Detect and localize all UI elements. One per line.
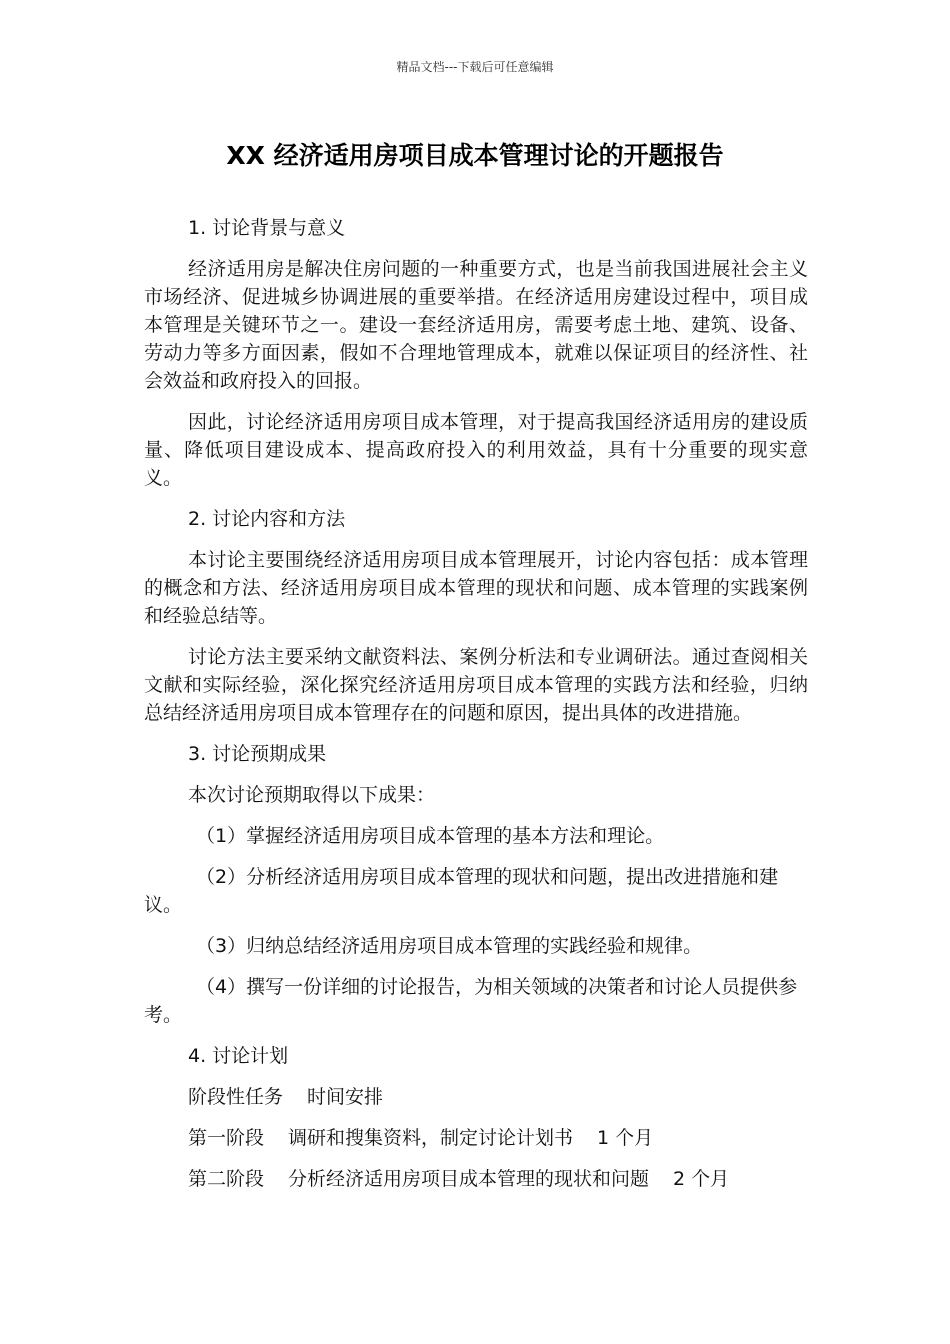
plan-stage: 第一阶段 [188,1127,265,1149]
section-heading: 4. 讨论计划 [188,1045,289,1067]
paragraph: 因此，讨论经济适用房项目成本管理，对于提高我国经济适用房的建设质量、降低项目建设成本、提高政府投入的利用效益，具有十分重要的现实意义。 [144,411,808,489]
page-header-watermark: 精品文档---下载后可任意编辑 [396,60,554,74]
plan-stage: 第二阶段 [188,1168,265,1190]
plan-header-time: 时间安排 [307,1086,384,1108]
list-item: （4）撰写一份详细的讨论报告，为相关领域的决策者和讨论人员提供参考。 [144,976,798,1026]
section-expected-results [144,740,808,1029]
paragraph: 本次讨论预期取得以下成果： [188,784,436,806]
plan-duration: 2 个月 [673,1168,730,1190]
section-background [144,214,808,492]
plan-table-header [188,1083,808,1111]
paragraph: 经济适用房是解决住房问题的一种重要方式，也是当前我国进展社会主义市场经济、促进城乡协调进展的重要举措。在经济适用房建设过程中，项目成本管理是关键环节之一。建设一套经济适用房，需要考虑土地、建筑、设备、劳动力等多方面因素，假如不合理地管理成本，就难以保证项目的经济性、社会效益和政府投入的回报。 [144,258,808,392]
paragraph: 本讨论主要围绕经济适用房项目成本管理展开，讨论内容包括：成本管理的概念和方法、经济适用房项目成本管理的现状和问题、成本管理的实践案例和经验总结等。 [144,549,808,627]
paragraph: 讨论方法主要采纳文献资料法、案例分析法和专业调研法。通过查阅相关文献和实际经验，深化探究经济适用房项目成本管理的实践方法和经验，归纳总结经济适用房项目成本管理存在的问题和原因，提出具体的改进措施。 [144,646,808,724]
section-heading: 2. 讨论内容和方法 [188,508,346,530]
plan-table-row [188,1124,808,1152]
plan-task: 分析经济适用房项目成本管理的现状和问题 [288,1168,650,1190]
list-item: （3）归纳总结经济适用房项目成本管理的实践经验和规律。 [196,935,703,957]
plan-duration: 1 个月 [597,1127,654,1149]
document-body [144,214,808,1206]
plan-table-row [188,1165,808,1193]
plan-header-task: 阶段性任务 [188,1086,284,1108]
list-item: （1）掌握经济适用房项目成本管理的基本方法和理论。 [196,825,665,847]
section-heading: 1. 讨论背景与意义 [188,217,346,239]
section-content-method [144,505,808,727]
section-heading: 3. 讨论预期成果 [188,743,327,765]
list-item: （2）分析经济适用房项目成本管理的现状和问题，提出改进措施和建议。 [144,866,779,916]
plan-task: 调研和搜集资料，制定讨论计划书 [288,1127,574,1149]
document-title: XX 经济适用房项目成本管理讨论的开题报告 [226,141,724,170]
section-plan [144,1042,808,1193]
